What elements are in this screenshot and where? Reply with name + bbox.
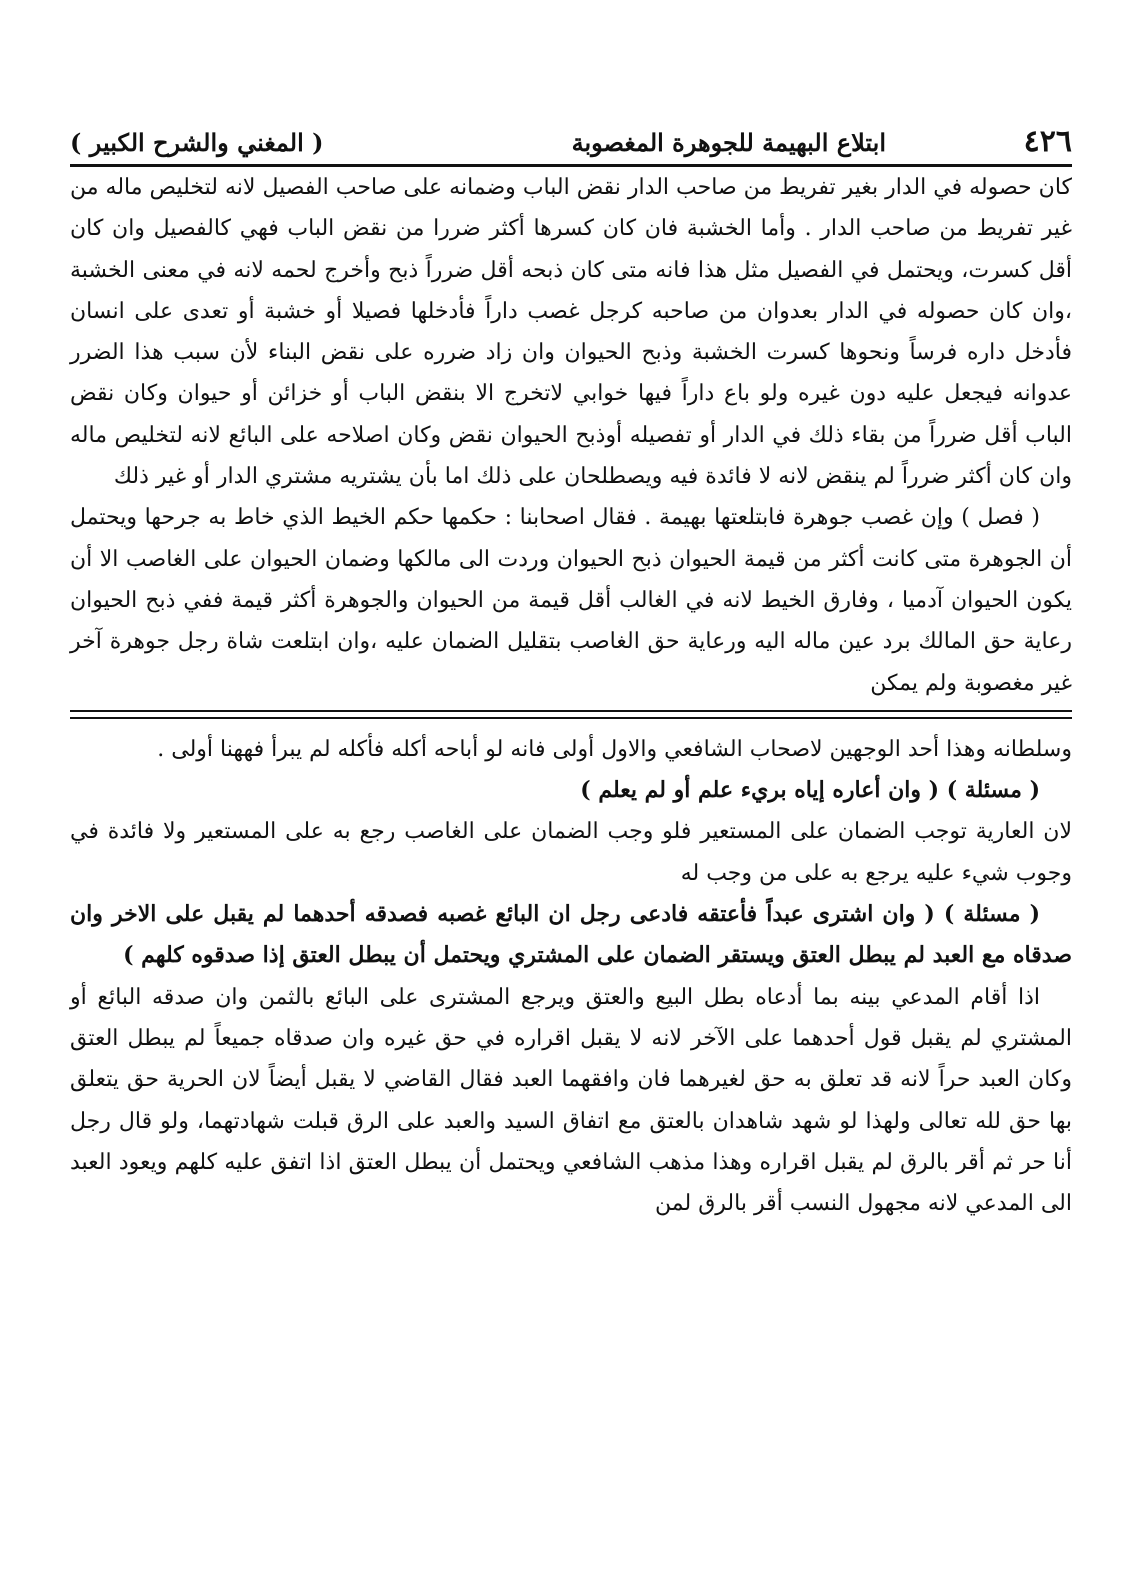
- page-number: ٤٢٦: [1023, 124, 1072, 159]
- running-title: ابتلاع البهيمة للجوهرة المغصوبة: [571, 128, 886, 157]
- masala-heading-1: ( مسئلة ) ( وان أعاره إياه بريء علم أو لم يعلم ): [580, 777, 1040, 804]
- upper-paragraph-2: ( فصل ) وإن غصب جوهرة فابتلعتها بهيمة . فقال اصحابنا : حكمها حكم الخيط الذي خاط به جرحها ويحتمل أن الجوهرة متى كانت أكثر من قيمة الحيوان ذبح الحيوان وردت الى مالكها وضمان الحيوان على الغاصب الا أن يكون الحيوان آدميا ، وفارق الخيط لانه في الغالب أقل قيمة من الحيوان والجوهرة أكثر قيمة ففي ذبح الحيوان رعاية حق المالك برد عين ماله اليه ورعاية حق الغاصب بتقليل الضمان عليه ،وان ابتلعت شاة رجل جوهرة آخر غير مغصوبة ولم يمكن: [70, 505, 1072, 696]
- lower-paragraph-1: وسلطانه وهذا أحد الوجهين لاصحاب الشافعي والاول أولى فانه لو أباحه أكله فأكله لم يبرأ فههنا أولى .: [157, 736, 1072, 762]
- upper-paragraph-1: كان حصوله في الدار بغير تفريط من صاحب الدار نقض الباب وضمانه على صاحب الفصيل لانه لتخليص ماله من غير تفريط من صاحب الدار . وأما الخشبة فان كان كسرها أكثر ضررا من نقض الباب فهي كالفصيل وان كان أقل كسرت، ويحتمل في الفصيل مثل هذا فانه متى كان ذبحه أقل ضرراً ذبح وأخرج لحمه لانه في معنى الخشبة ،وان كان حصوله في الدار بعدوان من صاحبه كرجل غصب داراً فأدخلها فصيلا أو خشبة أو تعدى على انسان فأدخل داره فرساً ونحوها كسرت الخشبة وذبح الحيوان وان زاد ضرره على نقض البناء لأن سبب هذا الضرر عدوانه فيجعل عليه دون غيره ولو باع داراً فيها خوابي لاتخرج الا بنقض الباب أو خزائن أو حيوان وكان نقض الباب أقل ضرراً من بقاء ذلك في الدار أو تفصيله أوذبح الحيوان نقض وكان اصلاحه على البائع لانه لتخليص ماله وان كان أكثر ضرراً لم ينقض لانه لا فائدة فيه ويصطلحان على ذلك اما بأن يشتريه مشتري الدار أو غير ذلك: [70, 175, 1072, 490]
- page-header: [70, 118, 1072, 164]
- upper-text-section: [70, 167, 1072, 704]
- document-page: [70, 118, 1072, 1538]
- section-divider-bottom: [70, 717, 1072, 719]
- book-title: ( المغني والشرح الكبير ): [70, 128, 324, 157]
- lower-paragraph-2: لان العارية توجب الضمان على المستعير فلو وجب الضمان على الغاصب رجع به على المستعير ولا فائدة في وجوب شيء عليه يرجع به على من وجب له: [70, 819, 1072, 886]
- lower-text-section: [70, 729, 1072, 1225]
- masala-heading-2: ( مسئلة ) ( وان اشترى عبداً فأعتقه فادعى رجل ان البائع غصبه فصدقه أحدهما لم يقبل على الاخر وان صدقاه مع العبد لم يبطل العتق ويستقر الضمان على المشتري ويحتمل أن يبطل العتق إذا صدقوه كلهم ): [70, 901, 1072, 969]
- section-divider-top: [70, 710, 1072, 712]
- lower-paragraph-3: اذا أقام المدعي بينه بما أدعاه بطل البيع والعتق ويرجع المشترى على البائع بالثمن وان صدقه البائع أو المشتري لم يقبل قول أحدهما على الآخر لانه لا يقبل اقراره في حق غيره وان صدقاه جميعاً لم يبطل العتق وكان العبد حراً لانه قد تعلق به حق لغيرهما فان وافقهما العبد فقال القاضي لا يقبل أيضاً لان الحرية حق يتعلق بها حق لله تعالى ولهذا لو شهد شاهدان بالعتق مع اتفاق السيد والعبد على الرق قبلت شهادتهما، ولو قال رجل أنا حر ثم أقر بالرق لم يقبل اقراره وهذا مذهب الشافعي ويحتمل أن يبطل العتق اذا اتفق عليه كلهم ويعود العبد الى المدعي لانه مجهول النسب أقر بالرق لمن: [70, 984, 1072, 1217]
